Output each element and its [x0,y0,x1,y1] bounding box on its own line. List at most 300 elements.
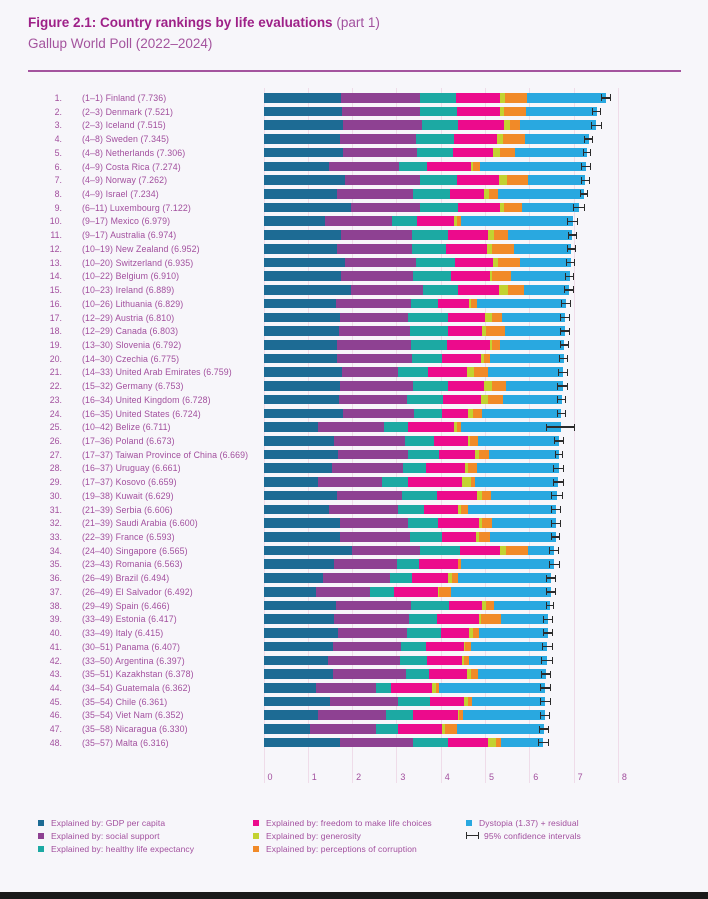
country-label: (16–35) United States (6.724) [82,408,201,419]
segment-freedom [424,505,457,515]
x-tick-label-3: 3 [400,772,406,782]
country-row [0,626,708,640]
rank-number: 26. [49,436,62,446]
stacked-bar [264,614,548,624]
segment-dystopia-residual [468,505,556,515]
page-footer-bar [0,892,708,899]
segment-corruption [461,505,468,515]
segment-freedom [448,313,485,323]
segment-gdp [264,244,338,254]
stacked-bar [264,367,563,377]
segment-corruption [486,326,505,336]
country-row [0,667,708,681]
stacked-bar [264,271,570,281]
country-label: (21–39) Serbia (6.606) [82,504,173,515]
rank-number: 20. [49,353,62,364]
segment-freedom [408,422,455,432]
segment-gdp [264,271,342,281]
segment-healthy-life-expectancy [386,710,413,720]
segment-healthy-life-expectancy [417,148,452,158]
country-label: (2–3) Denmark (7.521) [82,106,174,117]
confidence-interval-whisker [559,355,569,362]
segment-dystopia-residual [461,559,555,569]
stacked-bar [264,148,588,158]
confidence-interval-whisker [561,300,571,307]
segment-corruption [473,409,482,419]
segment-dystopia-residual [439,683,545,693]
legend-column [466,816,581,842]
stacked-bar [264,724,544,734]
segment-social-support [329,162,399,172]
segment-freedom [455,258,494,268]
segment-social-support [340,518,408,528]
segment-dystopia-residual [475,477,559,487]
segment-social-support [332,463,404,473]
segment-corruption [508,285,525,295]
segment-healthy-life-expectancy [407,628,442,638]
country-row [0,311,708,325]
rank-number: 25. [49,422,62,433]
segment-gdp [264,477,319,487]
confidence-interval-whisker [564,286,574,293]
segment-social-support [334,559,396,569]
country-row [0,352,708,366]
segment-freedom [437,614,479,624]
confidence-interval-whisker [573,204,585,211]
segment-social-support [342,367,398,377]
segment-freedom [448,326,482,336]
country-row [0,530,708,544]
legend-item [466,816,581,829]
stacked-bar [264,326,565,336]
segment-social-support [333,669,406,679]
segment-corruption [506,546,529,556]
country-row [0,338,708,352]
segment-social-support [345,175,419,185]
country-row [0,461,708,475]
rank-number: 29. [49,477,62,488]
rank-number: 43. [49,669,62,680]
segment-healthy-life-expectancy [420,546,460,556]
legend-item-label: 95% confidence intervals [484,830,581,841]
segment-generosity [484,381,492,391]
rank-number: 18. [49,326,62,337]
legend-item [38,829,194,842]
segment-corruption [489,189,498,199]
stacked-bar [264,93,607,103]
country-row [0,503,708,517]
segment-gdp [264,148,343,158]
segment-dystopia-residual [458,573,552,583]
country-label: (4–9) Israel (7.234) [82,189,159,200]
segment-social-support [352,546,420,556]
segment-dystopia-residual [471,642,548,652]
rank-number: 40. [49,628,62,639]
segment-dystopia-residual [498,189,584,199]
segment-healthy-life-expectancy [412,354,442,364]
segment-freedom [442,409,467,419]
segment-dystopia-residual [503,395,561,405]
stacked-bar [264,436,560,446]
segment-social-support [329,505,398,515]
segment-social-support [342,107,420,117]
legend-item [253,842,432,855]
rank-number: 30. [49,490,62,501]
rank-number: 9. [54,202,62,213]
segment-corruption [471,669,478,679]
confidence-interval-whisker [538,739,549,746]
confidence-interval-whisker [557,383,568,390]
segment-freedom [460,546,500,556]
segment-healthy-life-expectancy [370,587,394,597]
segment-healthy-life-expectancy [376,683,392,693]
segment-freedom [448,738,488,748]
country-label: (35–54) Chile (6.361) [82,696,168,707]
segment-freedom [434,436,469,446]
segment-gdp [264,340,338,350]
segment-gdp [264,367,342,377]
stacked-bar [264,203,579,213]
country-label: (19–38) Kuwait (6.629) [82,490,174,501]
segment-healthy-life-expectancy [403,463,425,473]
segment-dystopia-residual [511,271,569,281]
segment-dystopia-residual [477,463,558,473]
segment-dystopia-residual [494,601,550,611]
rank-number: 15. [49,285,62,296]
confidence-interval-whisker [541,671,552,678]
segment-dystopia-residual [525,134,589,144]
country-row [0,242,708,256]
segment-social-support [341,230,412,240]
confidence-interval-whisker [558,369,569,376]
segment-freedom [438,299,469,309]
segment-dystopia-residual [472,697,545,707]
confidence-interval-whisker [546,575,557,582]
segment-corruption [439,587,451,597]
segment-gdp [264,258,345,268]
stacked-bar [264,477,559,487]
segment-gdp [264,601,337,611]
segment-dystopia-residual [501,614,548,624]
segment-dystopia-residual [500,340,565,350]
confidence-interval-whisker [542,643,554,650]
country-label: (4–9) Costa Rica (7.274) [82,161,181,172]
country-label: (16–34) United Kingdom (6.728) [82,394,211,405]
country-row [0,420,708,434]
country-label: (17–37) Taiwan Province of China (6.669) [82,449,249,460]
rank-number: 27. [49,449,62,460]
country-row [0,214,708,228]
segment-freedom [430,697,464,707]
stacked-bar [264,422,561,432]
segment-social-support [340,532,410,542]
segment-freedom [449,601,482,611]
country-label: (10–42) Belize (6.711) [82,422,171,433]
rank-number: 3. [54,120,62,131]
segment-healthy-life-expectancy [420,107,457,117]
legend-swatch-icon [253,820,259,826]
country-label: (12–29) Austria (6.810) [82,312,175,323]
segment-healthy-life-expectancy [406,669,429,679]
stacked-bar [264,710,545,720]
segment-corruption [504,107,525,117]
segment-healthy-life-expectancy [416,134,454,144]
segment-gdp [264,189,338,199]
segment-corruption [473,162,480,172]
segment-corruption [479,450,488,460]
country-label: (1–1) Finland (7.736) [82,93,167,103]
country-row [0,91,708,105]
segment-generosity [462,477,470,487]
segment-corruption [481,614,501,624]
rank-number: 10. [49,216,62,227]
country-label: (4–8) Netherlands (7.306) [82,147,186,158]
confidence-interval-whisker [581,163,591,170]
rank-number: 13. [49,257,62,268]
rank-number: 36. [49,573,62,584]
rank-number: 21. [49,367,62,378]
confidence-interval-whisker [601,94,611,101]
segment-dystopia-residual [469,656,546,666]
segment-freedom [429,669,467,679]
x-tick-label-8: 8 [621,772,627,782]
legend-swatch-icon [466,820,472,826]
segment-dystopia-residual [514,244,571,254]
stacked-bar [264,107,597,117]
confidence-interval-whisker [553,479,565,486]
segment-healthy-life-expectancy [413,189,450,199]
segment-gdp [264,436,335,446]
legend-item-label: Explained by: freedom to make life choices [266,817,432,828]
segment-freedom [457,175,500,185]
segment-social-support [345,258,416,268]
confidence-interval-whisker [557,396,567,403]
segment-freedom [450,189,484,199]
legend-item [466,829,581,842]
stacked-bar [264,669,546,679]
country-row [0,146,708,160]
country-label: (33–50) Argentina (6.397) [82,655,185,666]
stacked-bar [264,491,558,501]
segment-gdp [264,299,336,309]
rank-number: 39. [49,614,62,625]
segment-healthy-life-expectancy [410,326,448,336]
country-label: (35–57) Malta (6.316) [82,737,169,748]
segment-healthy-life-expectancy [410,532,442,542]
stacked-bar [264,162,586,172]
legend-item-label: Dystopia (1.37) + residual [479,817,579,828]
segment-healthy-life-expectancy [423,285,457,295]
segment-healthy-life-expectancy [390,573,412,583]
stacked-bar [264,656,547,666]
country-row [0,516,708,530]
segment-gdp [264,587,316,597]
country-row [0,599,708,613]
country-label: (35–54) Viet Nam (6.352) [82,710,184,721]
stacked-bar [264,683,546,693]
segment-freedom [453,148,493,158]
rank-number: 16. [49,298,62,309]
segment-freedom [438,518,478,528]
error-bar-icon [466,832,479,839]
rank-number: 46. [49,710,62,721]
country-row [0,448,708,462]
country-row [0,585,708,599]
segment-dystopia-residual [489,450,559,460]
segment-gdp [264,313,341,323]
segment-freedom [417,216,455,226]
segment-corruption [482,491,491,501]
legend-column [253,816,432,855]
segment-corruption [468,463,478,473]
segment-healthy-life-expectancy [405,436,433,446]
confidence-interval-whisker [555,451,564,458]
segment-freedom [458,120,503,130]
segment-dystopia-residual [501,738,543,748]
segment-healthy-life-expectancy [412,244,446,254]
x-tick-label-2: 2 [356,772,362,782]
segment-healthy-life-expectancy [401,642,425,652]
confidence-interval-whisker [566,259,575,266]
country-row [0,489,708,503]
segment-dystopia-residual [490,354,564,364]
segment-social-support [337,189,413,199]
segment-social-support [343,148,417,158]
confidence-interval-whisker [581,177,590,184]
segment-dystopia-residual [505,326,565,336]
confidence-interval-whisker [592,108,601,115]
rank-number: 41. [49,641,62,652]
country-label: (21–39) Saudi Arabia (6.600) [82,518,198,529]
segment-healthy-life-expectancy [413,381,448,391]
segment-corruption [492,271,511,281]
segment-freedom [419,559,458,569]
confidence-interval-whisker [551,520,562,527]
segment-healthy-life-expectancy [414,409,442,419]
segment-gdp [264,559,335,569]
segment-healthy-life-expectancy [408,313,447,323]
rank-number: 44. [49,682,62,693]
segment-healthy-life-expectancy [411,601,449,611]
country-label: (22–39) France (6.593) [82,532,175,543]
confidence-interval-whisker [560,341,570,348]
segment-gdp [264,505,330,515]
segment-corruption [507,175,528,185]
segment-social-support [340,313,408,323]
segment-social-support [337,354,412,364]
segment-gdp [264,134,340,144]
segment-dystopia-residual [482,409,561,419]
rank-number: 5. [54,147,62,158]
legend-item-label: Explained by: GDP per capita [51,817,166,828]
stacked-bar [264,189,584,199]
segment-freedom [447,340,490,350]
x-tick-label-0: 0 [267,772,273,782]
confidence-interval-whisker [549,561,560,568]
legend-item [38,816,194,829]
country-row [0,269,708,283]
country-row [0,654,708,668]
segment-gdp [264,422,319,432]
segment-gdp [264,285,352,295]
figure-title [28,15,380,30]
segment-social-support [310,724,376,734]
country-label: (13–30) Slovenia (6.792) [82,339,182,350]
segment-corruption [482,518,492,528]
segment-social-support [339,395,406,405]
rank-number: 34. [49,545,62,556]
rank-number: 42. [49,655,62,666]
segment-freedom [413,710,457,720]
segment-social-support [316,587,370,597]
stacked-bar [264,505,557,515]
segment-social-support [337,340,411,350]
country-row [0,173,708,187]
country-row [0,393,708,407]
segment-dystopia-residual [528,175,585,185]
country-label: (24–40) Singapore (6.565) [82,545,188,556]
segment-generosity [493,148,501,158]
legend-item [38,842,194,855]
country-row [0,722,708,736]
segment-corruption [503,134,526,144]
stacked-bar [264,587,552,597]
country-label: (17–37) Kosovo (6.659) [82,477,177,488]
segment-healthy-life-expectancy [422,120,458,130]
segment-gdp [264,395,340,405]
segment-corruption [494,230,508,240]
segment-gdp [264,614,335,624]
country-row [0,105,708,119]
segment-social-support [334,614,409,624]
country-label: (33–49) Estonia (6.417) [82,614,177,625]
country-row [0,612,708,626]
segment-gdp [264,354,338,364]
confidence-interval-whisker [591,122,602,129]
country-label: (35–51) Kazakhstan (6.378) [82,669,194,680]
segment-gdp [264,532,341,542]
confidence-interval-whisker [546,602,555,609]
country-row [0,736,708,750]
rank-number: 45. [49,696,62,707]
segment-freedom [458,203,501,213]
segment-generosity [504,120,511,130]
segment-social-support [337,491,402,501]
segment-freedom [426,642,465,652]
segment-dystopia-residual [461,216,572,226]
rank-number: 37. [49,586,62,597]
country-label: (10–26) Lithuania (6.829) [82,298,184,309]
segment-freedom [457,107,500,117]
segment-freedom [439,450,475,460]
segment-healthy-life-expectancy [411,299,438,309]
segment-gdp [264,107,342,117]
rank-number: 48. [49,737,62,748]
segment-healthy-life-expectancy [420,203,458,213]
segment-freedom [428,367,467,377]
segment-gdp [264,518,341,528]
segment-freedom [437,491,477,501]
country-label: (4–8) Sweden (7.345) [82,134,170,145]
stacked-bar [264,285,569,295]
confidence-interval-whisker [546,588,557,595]
country-label: (10–19) New Zealand (6.952) [82,243,200,254]
rank-number: 6. [54,161,62,172]
segment-healthy-life-expectancy [398,367,428,377]
rank-number: 38. [49,600,62,611]
confidence-interval-whisker [584,136,593,143]
segment-freedom [427,162,470,172]
